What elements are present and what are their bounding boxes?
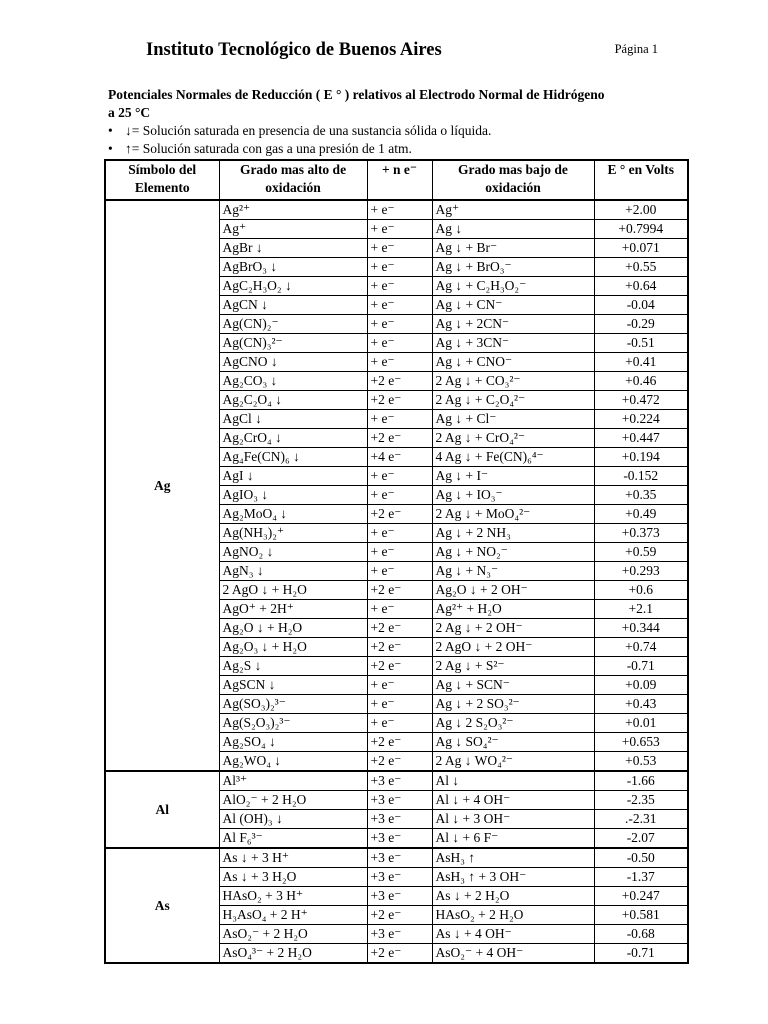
potential-cell: +0.071: [594, 239, 688, 258]
potential-cell: -0.71: [594, 657, 688, 676]
electrons-cell: + e⁻: [367, 410, 432, 429]
legend-note-down-arrow: • ↓= Solución saturada en presencia de una sustancia sólida o líquida.: [108, 122, 693, 140]
potential-cell: -0.68: [594, 925, 688, 944]
lower-oxidation-cell: Ag ↓ + CNO⁻: [432, 353, 594, 372]
potential-cell: +0.581: [594, 906, 688, 925]
electrons-cell: +2 e⁻: [367, 944, 432, 964]
header-electrons: + n e⁻: [367, 160, 432, 200]
potential-cell: +0.247: [594, 887, 688, 906]
higher-oxidation-cell: Ag⁺: [219, 220, 367, 239]
lower-oxidation-cell: Ag ↓ + SCN⁻: [432, 676, 594, 695]
table-body: [105, 200, 688, 963]
institution-title: Instituto Tecnológico de Buenos Aires: [146, 40, 442, 60]
lower-oxidation-cell: Ag₂O ↓ + 2 OH⁻: [432, 581, 594, 600]
higher-oxidation-cell: Ag₂O ↓ + H₂O: [219, 619, 367, 638]
higher-oxidation-cell: Ag(NH₃)₂⁺: [219, 524, 367, 543]
lower-oxidation-cell: Al ↓ + 4 OH⁻: [432, 791, 594, 810]
potential-cell: +0.74: [594, 638, 688, 657]
electrons-cell: + e⁻: [367, 562, 432, 581]
higher-oxidation-cell: HAsO₂ + 3 H⁺: [219, 887, 367, 906]
potential-cell: -0.71: [594, 944, 688, 964]
element-symbol-cell: Ag: [105, 200, 219, 771]
lower-oxidation-cell: Ag ↓ + I⁻: [432, 467, 594, 486]
electrons-cell: + e⁻: [367, 486, 432, 505]
lower-oxidation-cell: Ag ↓ SO₄²⁻: [432, 733, 594, 752]
higher-oxidation-cell: Ag²⁺: [219, 200, 367, 220]
higher-oxidation-cell: AgN₃ ↓: [219, 562, 367, 581]
potential-cell: +0.194: [594, 448, 688, 467]
electrons-cell: + e⁻: [367, 277, 432, 296]
potential-cell: +0.09: [594, 676, 688, 695]
header-potential-volts: E ° en Volts: [594, 160, 688, 200]
electrons-cell: + e⁻: [367, 600, 432, 619]
page-header: [146, 40, 658, 62]
electrons-cell: + e⁻: [367, 524, 432, 543]
header-higher-oxidation: Grado mas alto de oxidación: [219, 160, 367, 200]
table-title-line-1: Potenciales Normales de Reducción ( E ° ) relativos al Electrodo Normal de Hidrógeno: [108, 87, 605, 102]
lower-oxidation-cell: Ag ↓ + 2CN⁻: [432, 315, 594, 334]
electrons-cell: + e⁻: [367, 200, 432, 220]
table-row: [105, 200, 688, 220]
lower-oxidation-cell: Al ↓ + 3 OH⁻: [432, 810, 594, 829]
electrons-cell: + e⁻: [367, 334, 432, 353]
higher-oxidation-cell: As ↓ + 3 H₂O: [219, 868, 367, 887]
electrons-cell: +3 e⁻: [367, 868, 432, 887]
electrons-cell: + e⁻: [367, 315, 432, 334]
potential-cell: +0.43: [594, 695, 688, 714]
potential-cell: +0.41: [594, 353, 688, 372]
potential-cell: +0.01: [594, 714, 688, 733]
higher-oxidation-cell: AgBrO₃ ↓: [219, 258, 367, 277]
potential-cell: +0.373: [594, 524, 688, 543]
higher-oxidation-cell: Ag₂SO₄ ↓: [219, 733, 367, 752]
lower-oxidation-cell: HAsO₂ + 2 H₂O: [432, 906, 594, 925]
higher-oxidation-cell: Ag₂S ↓: [219, 657, 367, 676]
lower-oxidation-cell: Ag ↓ + C₂H₃O₂⁻: [432, 277, 594, 296]
potential-cell: +0.653: [594, 733, 688, 752]
lower-oxidation-cell: Ag ↓ + N₃⁻: [432, 562, 594, 581]
electrons-cell: +2 e⁻: [367, 638, 432, 657]
electrons-cell: + e⁻: [367, 239, 432, 258]
table-header-row: [105, 160, 688, 200]
lower-oxidation-cell: Al ↓ + 6 F⁻: [432, 829, 594, 849]
higher-oxidation-cell: Al F₆³⁻: [219, 829, 367, 849]
electrons-cell: +4 e⁻: [367, 448, 432, 467]
electrons-cell: +3 e⁻: [367, 771, 432, 791]
legend-note-up-arrow: • ↑= Solución saturada con gas a una presión de 1 atm.: [108, 140, 693, 158]
higher-oxidation-cell: AsO₄³⁻ + 2 H₂O: [219, 944, 367, 964]
higher-oxidation-cell: Ag₄Fe(CN)₆ ↓: [219, 448, 367, 467]
electrons-cell: +3 e⁻: [367, 810, 432, 829]
electrons-cell: +2 e⁻: [367, 619, 432, 638]
electrons-cell: +3 e⁻: [367, 791, 432, 810]
lower-oxidation-cell: Ag ↓ 2 S₂O₃²⁻: [432, 714, 594, 733]
potential-cell: +2.00: [594, 200, 688, 220]
potential-cell: +0.447: [594, 429, 688, 448]
potential-cell: +0.59: [594, 543, 688, 562]
potential-cell: -2.35: [594, 791, 688, 810]
electrons-cell: +2 e⁻: [367, 391, 432, 410]
higher-oxidation-cell: Ag₂C₂O₄ ↓: [219, 391, 367, 410]
lower-oxidation-cell: 2 Ag ↓ WO₄²⁻: [432, 752, 594, 772]
higher-oxidation-cell: AgSCN ↓: [219, 676, 367, 695]
electrons-cell: +3 e⁻: [367, 829, 432, 849]
lower-oxidation-cell: 2 AgO ↓ + 2 OH⁻: [432, 638, 594, 657]
potential-cell: -1.66: [594, 771, 688, 791]
lower-oxidation-cell: 2 Ag ↓ + CrO₄²⁻: [432, 429, 594, 448]
higher-oxidation-cell: Al³⁺: [219, 771, 367, 791]
higher-oxidation-cell: AgCN ↓: [219, 296, 367, 315]
higher-oxidation-cell: H₃AsO₄ + 2 H⁺: [219, 906, 367, 925]
reduction-potentials-table: [104, 159, 689, 964]
potential-cell: +0.64: [594, 277, 688, 296]
higher-oxidation-cell: Al (OH)₃ ↓: [219, 810, 367, 829]
higher-oxidation-cell: AgC₂H₃O₂ ↓: [219, 277, 367, 296]
potential-cell: +0.6: [594, 581, 688, 600]
legend-notes: [108, 122, 693, 158]
electrons-cell: + e⁻: [367, 296, 432, 315]
intro: [108, 86, 693, 158]
higher-oxidation-cell: Ag(CN)₂⁻: [219, 315, 367, 334]
higher-oxidation-cell: AgIO₃ ↓: [219, 486, 367, 505]
electrons-cell: +2 e⁻: [367, 657, 432, 676]
higher-oxidation-cell: AlO₂⁻ + 2 H₂O: [219, 791, 367, 810]
higher-oxidation-cell: AgO⁺ + 2H⁺: [219, 600, 367, 619]
electrons-cell: + e⁻: [367, 676, 432, 695]
lower-oxidation-cell: Ag ↓ + BrO₃⁻: [432, 258, 594, 277]
table-row: [105, 848, 688, 868]
higher-oxidation-cell: AsO₂⁻ + 2 H₂O: [219, 925, 367, 944]
lower-oxidation-cell: Ag ↓ + 3CN⁻: [432, 334, 594, 353]
lower-oxidation-cell: Ag ↓ + Br⁻: [432, 239, 594, 258]
electrons-cell: +2 e⁻: [367, 752, 432, 772]
higher-oxidation-cell: Ag(S₂O₃)₂³⁻: [219, 714, 367, 733]
page-number: Página 1: [614, 42, 658, 56]
lower-oxidation-cell: Ag ↓ + IO₃⁻: [432, 486, 594, 505]
higher-oxidation-cell: Ag₂MoO₄ ↓: [219, 505, 367, 524]
potential-cell: -0.29: [594, 315, 688, 334]
element-symbol-cell: As: [105, 848, 219, 963]
potential-cell: +0.46: [594, 372, 688, 391]
higher-oxidation-cell: AgCl ↓: [219, 410, 367, 429]
electrons-cell: +2 e⁻: [367, 429, 432, 448]
electrons-cell: + e⁻: [367, 220, 432, 239]
electrons-cell: + e⁻: [367, 714, 432, 733]
potential-cell: .-2.31: [594, 810, 688, 829]
potential-cell: +0.472: [594, 391, 688, 410]
higher-oxidation-cell: Ag₂O₃ ↓ + H₂O: [219, 638, 367, 657]
element-symbol-cell: Al: [105, 771, 219, 848]
higher-oxidation-cell: Ag₂WO₄ ↓: [219, 752, 367, 772]
header-lower-oxidation: Grado mas bajo de oxidación: [432, 160, 594, 200]
potential-cell: -0.51: [594, 334, 688, 353]
potential-cell: +0.224: [594, 410, 688, 429]
lower-oxidation-cell: 2 Ag ↓ + 2 OH⁻: [432, 619, 594, 638]
table-row: [105, 771, 688, 791]
lower-oxidation-cell: Ag ↓ + 2 SO₃²⁻: [432, 695, 594, 714]
potential-cell: +2.1: [594, 600, 688, 619]
electrons-cell: +3 e⁻: [367, 887, 432, 906]
potential-cell: +0.344: [594, 619, 688, 638]
table-title: [108, 86, 693, 122]
header-element-symbol: Símbolo del Elemento: [105, 160, 219, 200]
lower-oxidation-cell: AsO₂⁻ + 4 OH⁻: [432, 944, 594, 964]
lower-oxidation-cell: 2 Ag ↓ + S²⁻: [432, 657, 594, 676]
potential-cell: +0.55: [594, 258, 688, 277]
lower-oxidation-cell: As ↓ + 4 OH⁻: [432, 925, 594, 944]
potential-cell: -0.04: [594, 296, 688, 315]
higher-oxidation-cell: Ag₂CrO₄ ↓: [219, 429, 367, 448]
lower-oxidation-cell: As ↓ + 2 H₂O: [432, 887, 594, 906]
higher-oxidation-cell: AgNO₂ ↓: [219, 543, 367, 562]
lower-oxidation-cell: 2 Ag ↓ + MoO₄²⁻: [432, 505, 594, 524]
lower-oxidation-cell: 4 Ag ↓ + Fe(CN)₆⁴⁻: [432, 448, 594, 467]
electrons-cell: +3 e⁻: [367, 848, 432, 868]
electrons-cell: + e⁻: [367, 695, 432, 714]
higher-oxidation-cell: 2 AgO ↓ + H₂O: [219, 581, 367, 600]
potential-cell: +0.35: [594, 486, 688, 505]
electrons-cell: +2 e⁻: [367, 505, 432, 524]
higher-oxidation-cell: Ag(SO₃)₂³⁻: [219, 695, 367, 714]
lower-oxidation-cell: Ag ↓ + Cl⁻: [432, 410, 594, 429]
electrons-cell: +2 e⁻: [367, 372, 432, 391]
electrons-cell: + e⁻: [367, 467, 432, 486]
lower-oxidation-cell: Ag ↓ + CN⁻: [432, 296, 594, 315]
potential-cell: -1.37: [594, 868, 688, 887]
electrons-cell: +2 e⁻: [367, 581, 432, 600]
higher-oxidation-cell: AgCNO ↓: [219, 353, 367, 372]
potential-cell: +0.49: [594, 505, 688, 524]
electrons-cell: + e⁻: [367, 353, 432, 372]
potential-cell: -0.152: [594, 467, 688, 486]
lower-oxidation-cell: 2 Ag ↓ + CO₃²⁻: [432, 372, 594, 391]
higher-oxidation-cell: AgI ↓: [219, 467, 367, 486]
higher-oxidation-cell: Ag₂CO₃ ↓: [219, 372, 367, 391]
higher-oxidation-cell: AgBr ↓: [219, 239, 367, 258]
table-title-line-2: a 25 °C: [108, 105, 151, 120]
lower-oxidation-cell: Ag ↓: [432, 220, 594, 239]
potential-cell: +0.53: [594, 752, 688, 772]
lower-oxidation-cell: AsH₃ ↑ + 3 OH⁻: [432, 868, 594, 887]
lower-oxidation-cell: Ag ↓ + 2 NH₃: [432, 524, 594, 543]
lower-oxidation-cell: Ag ↓ + NO₂⁻: [432, 543, 594, 562]
electrons-cell: +2 e⁻: [367, 906, 432, 925]
electrons-cell: + e⁻: [367, 543, 432, 562]
lower-oxidation-cell: Ag⁺: [432, 200, 594, 220]
higher-oxidation-cell: Ag(CN)₃²⁻: [219, 334, 367, 353]
potential-cell: +0.293: [594, 562, 688, 581]
lower-oxidation-cell: 2 Ag ↓ + C₂O₄²⁻: [432, 391, 594, 410]
potential-cell: +0.7994: [594, 220, 688, 239]
potential-cell: -0.50: [594, 848, 688, 868]
electrons-cell: +3 e⁻: [367, 925, 432, 944]
electrons-cell: + e⁻: [367, 258, 432, 277]
lower-oxidation-cell: Ag²⁺ + H₂O: [432, 600, 594, 619]
potential-cell: -2.07: [594, 829, 688, 849]
higher-oxidation-cell: As ↓ + 3 H⁺: [219, 848, 367, 868]
electrons-cell: +2 e⁻: [367, 733, 432, 752]
lower-oxidation-cell: Al ↓: [432, 771, 594, 791]
lower-oxidation-cell: AsH₃ ↑: [432, 848, 594, 868]
